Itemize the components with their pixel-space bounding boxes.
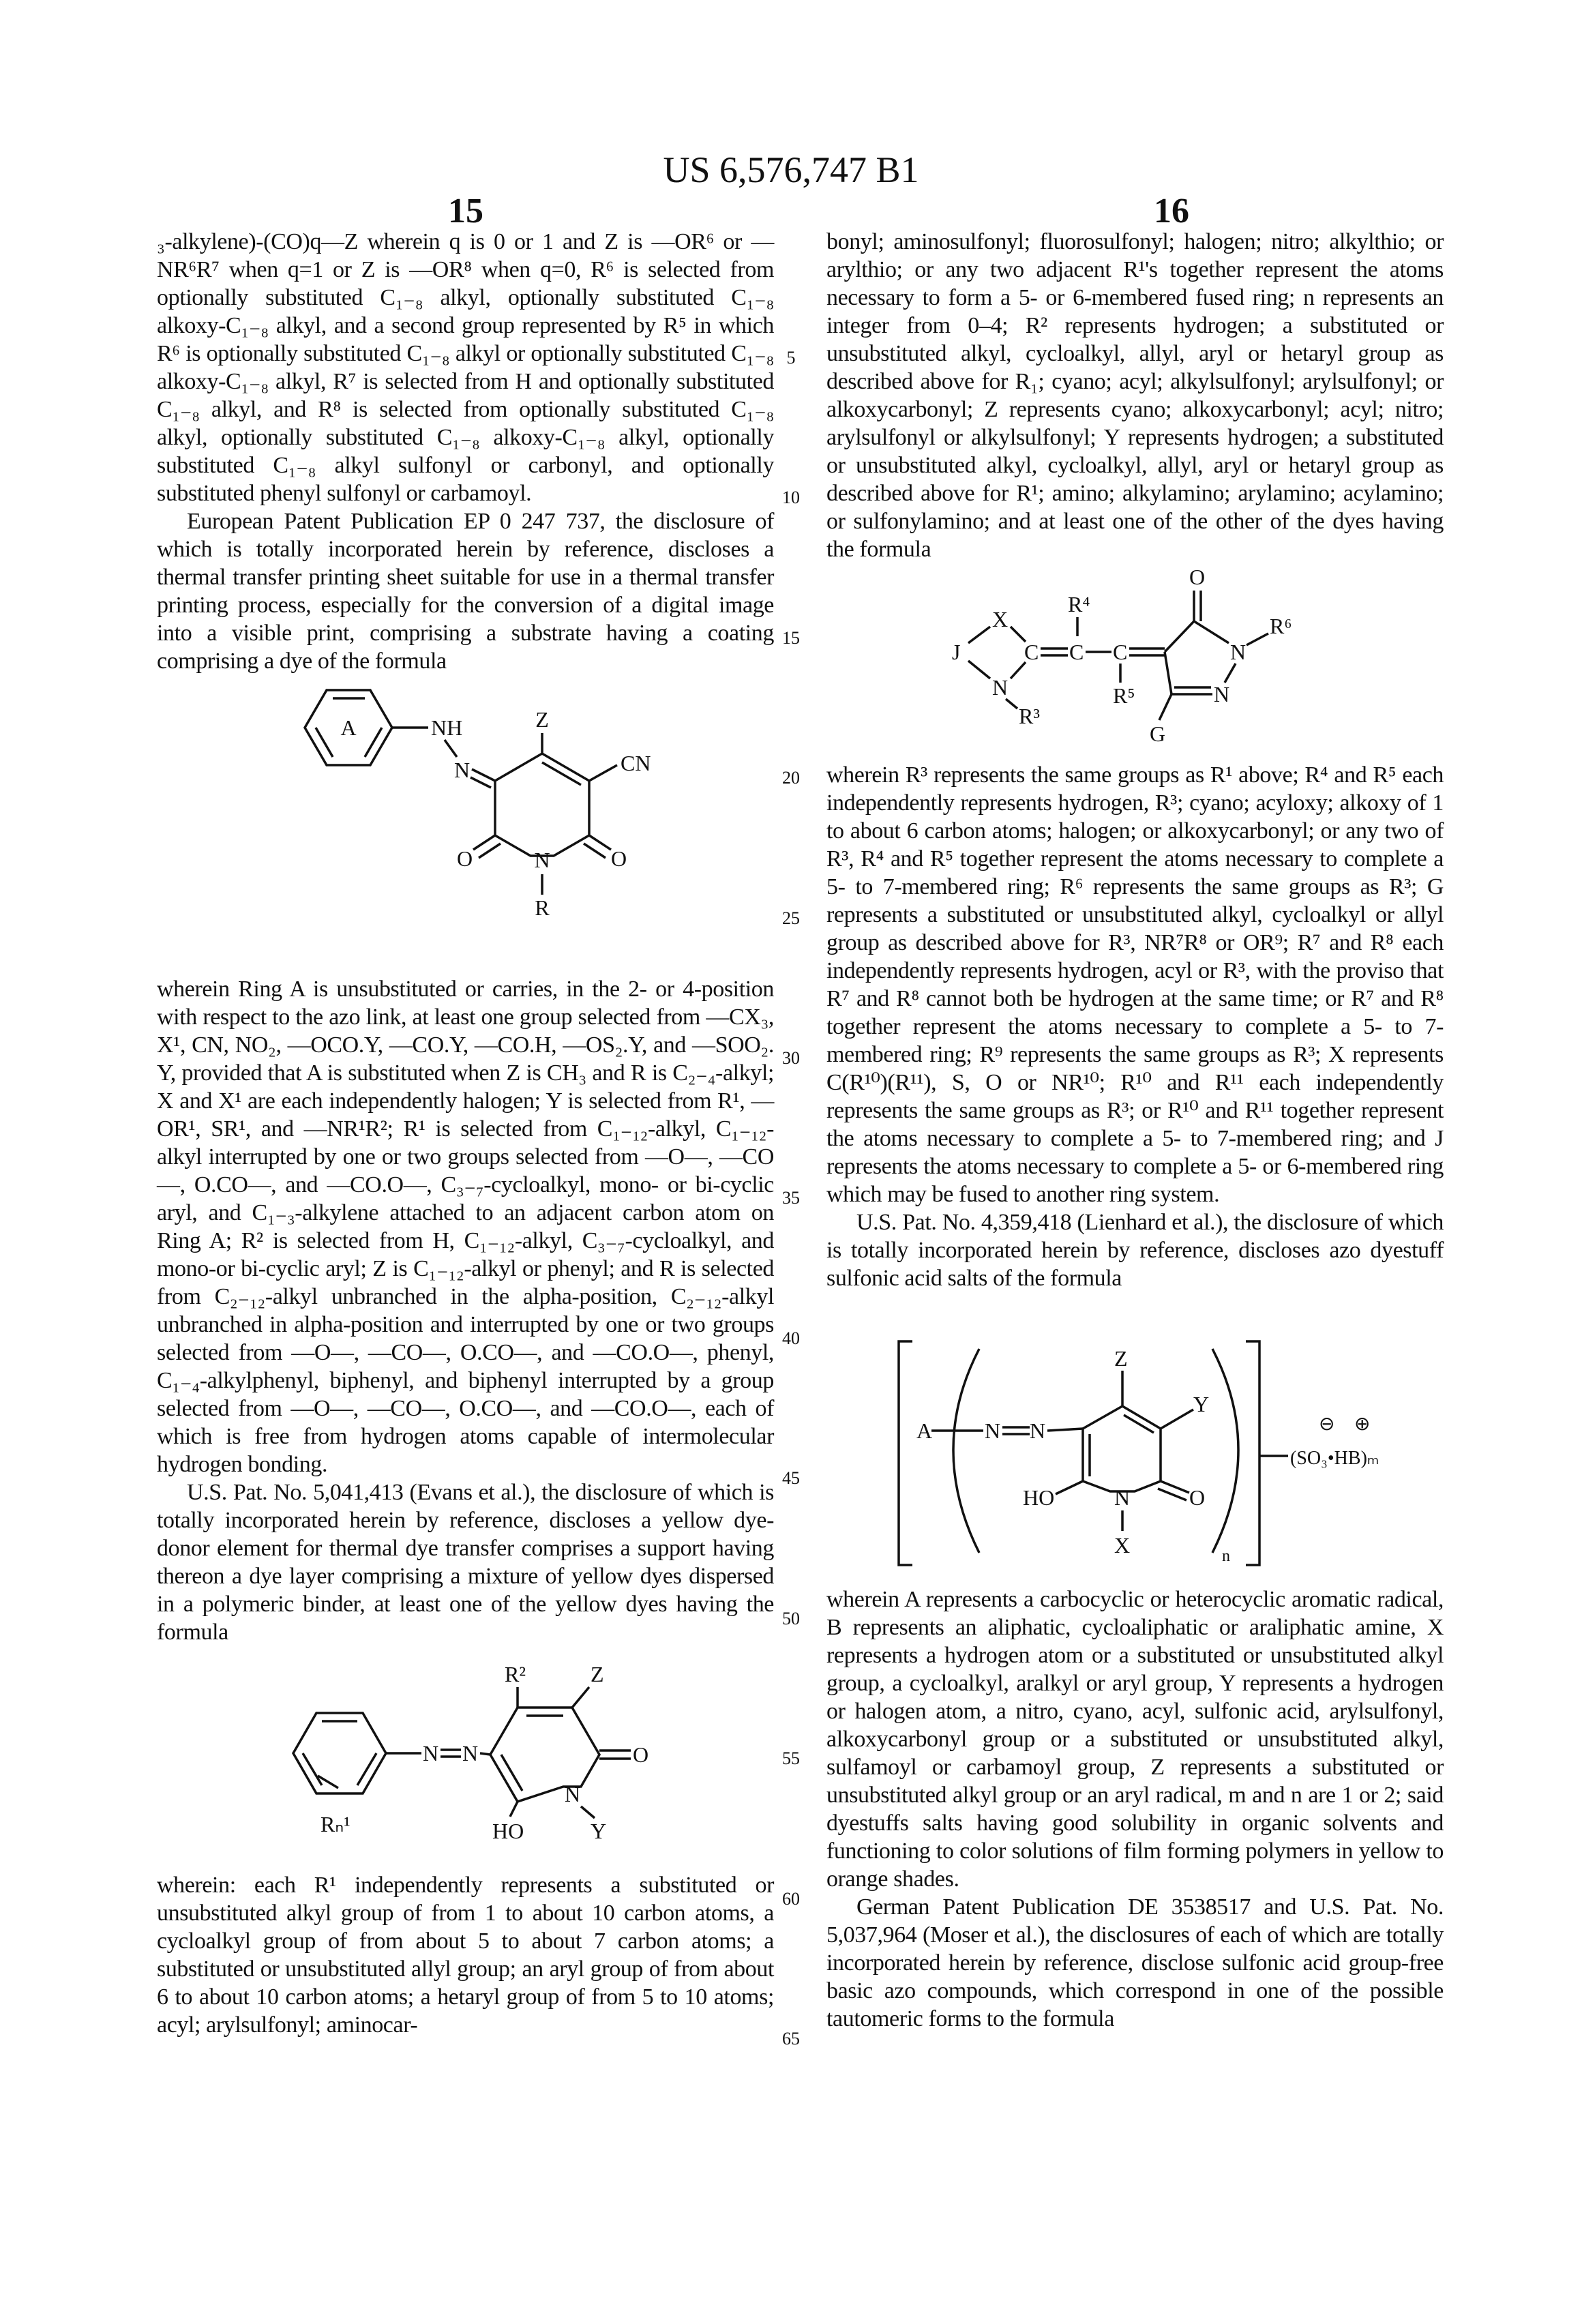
oxygen-right-label: O: [611, 846, 627, 871]
azo-n2-label: N: [462, 1741, 478, 1766]
r4-label: R⁴: [1068, 592, 1090, 616]
j-label: J: [952, 640, 960, 664]
y-label: Y: [591, 1819, 606, 1843]
z-label: Z: [535, 707, 549, 732]
page-number-left: 15: [398, 191, 534, 231]
right-column: [826, 228, 1444, 2033]
line-number: 65: [777, 2029, 805, 2049]
r2-label: R²: [505, 1662, 526, 1686]
r6-label: R⁶: [1270, 614, 1292, 638]
oxygen-left-label: O: [457, 846, 473, 871]
z-label: Z: [591, 1662, 604, 1686]
g-label: G: [1150, 721, 1165, 746]
nh-label: NH: [431, 715, 462, 740]
line-number: 10: [777, 488, 805, 508]
pyrazolone-n1-label: N: [1230, 640, 1246, 664]
z-label: Z: [1114, 1346, 1128, 1371]
oxygen-label: O: [1189, 565, 1205, 589]
azo-n-label: N: [454, 758, 470, 782]
azo-n1-label: N: [423, 1741, 438, 1766]
line-number: 5: [777, 348, 805, 368]
azo-n1-label: N: [985, 1418, 1000, 1443]
rn1-label: Rₙ¹: [320, 1812, 350, 1836]
patent-number-header: US 6,576,747 B1: [0, 149, 1582, 191]
left-paragraph-ring-a: wherein Ring A is unsubstituted or carries, in the 2- or 4-position with respect to the azo link, at least one group selected from —CX₃, X¹, CN, NO₂, —OCO.Y, —CO.Y, —CO.H, —OS₂.Y, and —SOO₂. Y, provided that A is substituted when Z is CH₃ and R is C₂₋₄-alkyl; X and X¹ are each independently halogen; Y is selected from R¹, —OR¹, SR¹, and —NR¹R²; R¹ is selected from C₁₋₁₂-alkyl, C₁₋₁₂-alkyl interrupted by one or two groups selected from —O—, —CO—, O.CO—, and —CO.O—, C₃₋₇-cycloalkyl, mono- or bi-cyclic aryl, and C₁₋₃-alkylene attached to an adjacent carbon atom on Ring A; R² is selected from H, C₁₋₁₂-alkyl, C₃₋₇-cycloalkyl, and mono-or bi-cyclic aryl; Z is C₁₋₁₂-alkyl or phenyl; and R is selected from C₂₋₁₂-alkyl unbranched in the alpha-position, C₂₋₁₂-alkyl unbranched in alpha-position and interrupted by one or two groups selected from —O—, —CO—, O.CO—, and —CO.O—, phenyl, C₁₋₄-alkylphenyl, biphenyl, and biphenyl interrupted by a group selected from —O—, —CO—, O.CO—, and —CO.O—, each of which is free from hydrogen atoms capable of intermolecular hydrogen bonding.: [157, 975, 774, 1478]
structure-merocyanine-dye: [826, 563, 1444, 761]
line-number: 15: [777, 628, 805, 649]
right-paragraph-de-3538517: German Patent Publication DE 3538517 and U.S. Pat. No. 5,037,964 (Moser et al.), the disclosures of each of which are totally incorporated herein by reference, disclose sulfonic acid group-free basic azo compounds, which correspond in one of the possible tautomeric forms to the formula: [826, 1893, 1444, 2033]
cn-label: CN: [621, 751, 651, 775]
line-number: 35: [777, 1188, 805, 1208]
structure-ep-dye: [157, 675, 774, 975]
oxygen-label: O: [1189, 1485, 1205, 1510]
r-label: R: [535, 895, 550, 920]
a-label: A: [916, 1418, 932, 1443]
y-label: Y: [1193, 1392, 1209, 1416]
line-number: 45: [777, 1468, 805, 1489]
right-paragraph-us-4359418: U.S. Pat. No. 4,359,418 (Lienhard et al.), the disclosure of which is totally incorporated herein by reference, discloses azo dyestuff sulfonic acid salts of the formula: [826, 1208, 1444, 1292]
ho-label: HO: [492, 1819, 524, 1843]
x-label: X: [992, 607, 1008, 631]
left-column: [157, 228, 774, 2039]
carbon-1-label: C: [1024, 640, 1039, 664]
left-paragraph-1: ₃-alkylene)-(CO)q—Z wherein q is 0 or 1 and Z is —OR⁶ or —NR⁶R⁷ when q=1 or Z is —OR⁸ when q=0, R⁶ is selected from optionally substituted C₁₋₈ alkyl, optionally substituted C₁₋₈ alkoxy-C₁₋₈ alkyl, and a second group represented by R⁵ in which R⁶ is optionally substituted C₁₋₈ alkyl or optionally substituted C₁₋₈ alkoxy-C₁₋₈ alkyl, R⁷ is selected from H and optionally substituted C₁₋₈ alkyl, and R⁸ is selected from optionally substituted C₁₋₈ alkyl, optionally substituted C₁₋₈ alkoxy-C₁₋₈ alkyl, optionally substituted C₁₋₈ alkyl sulfonyl or carbonyl, and optionally substituted phenyl sulfonyl or carbamoyl.: [157, 228, 774, 507]
structure-lienhard-azo-salt: [826, 1292, 1444, 1585]
ring-nitrogen-label: N: [1114, 1485, 1130, 1510]
nitrogen-label: N: [992, 675, 1008, 700]
structure-evans-yellow-dye: [157, 1646, 774, 1871]
left-paragraph-ep-0247737: European Patent Publication EP 0 247 737, the disclosure of which is totally incorporated herein by reference, discloses a thermal transfer printing sheet suitable for use in a thermal transfer printing process, especially for the conversion of a digital image into a visible print, comprising a substrate having a coating comprising a dye of the formula: [157, 507, 774, 675]
minus-charge-icon: ⊖: [1319, 1414, 1334, 1435]
plus-charge-icon: ⊕: [1354, 1414, 1370, 1435]
right-paragraph-a-definition: wherein A represents a carbocyclic or heterocyclic aromatic radical, B represents an aliphatic, cycloaliphatic or araliphatic amine, X represents a hydrogen atom or a substituted or unsubstituted alkyl group, a cycloalkyl, aralkyl or aryl group, Y represents a hydrogen or halogen atom, a nitro, cyano, acyl, sulfonic acid, arylsulfonyl, alkoxycarbonyl group or a substituted or unsubstituted alkyl, sulfamoyl or carbamoyl group, Z represents a substituted or unsubstituted alkyl group or an aryl radical, m and n are 1 or 2; said dyestuffs salts having good solubility in organic solvents and functioning to color solutions of film forming polymers in yellow to orange shades.: [826, 1585, 1444, 1893]
n-subscript-label: n: [1222, 1547, 1230, 1565]
left-paragraph-us-5041413: U.S. Pat. No. 5,041,413 (Evans et al.), the disclosure of which is totally incorporated herein by reference, discloses a yellow dye-donor element for thermal dye transfer comprises a support having thereon a dye layer comprising a mixture of yellow dyes dispersed in a polymeric binder, at least one of the yellow dyes having the formula: [157, 1478, 774, 1646]
page-number-right: 16: [1103, 191, 1240, 231]
line-number: 50: [777, 1609, 805, 1629]
salt-label: (SO₃•HB)ₘ: [1290, 1448, 1379, 1469]
ho-label: HO: [1023, 1485, 1054, 1510]
carbon-2-label: C: [1069, 640, 1084, 664]
line-number: 60: [777, 1889, 805, 1909]
r5-label: R⁵: [1113, 683, 1135, 708]
x-label: X: [1114, 1533, 1130, 1558]
line-number: 25: [777, 908, 805, 929]
right-paragraph-r3-definition: wherein R³ represents the same groups as R¹ above; R⁴ and R⁵ each independently represents hydrogen, R³; cyano; acyloxy; alkoxy of 1 to about 6 carbon atoms; halogen; or alkoxycarbonyl; or any two of R³, R⁴ and R⁵ together represent the atoms necessary to complete a 5- to 7-membered ring; R⁶ represents the same groups as R³; G represents a substituted or unsubstituted alkyl, cycloalkyl or allyl group as described above for R³, NR⁷R⁸ or OR⁹; R⁷ and R⁸ each independently represents hydrogen, acyl or R³, with the proviso that R⁷ and R⁸ cannot both be hydrogen at the same time; or R⁷ and R⁸ together represent the atoms necessary to complete a 5- to 7-membered ring; R⁹ represents the same groups as R³; X represents C(R¹⁰)(R¹¹), S, O or NR¹⁰; R¹⁰ and R¹¹ each independently represents the same groups as R³; or R¹⁰ and R¹¹ together represent the atoms necessary to complete a 5- to 7-membered ring; and J represents the atoms necessary to complete a 5- or 6-membered ring which may be fused to another ring system.: [826, 761, 1444, 1208]
oxygen-label: O: [633, 1742, 648, 1767]
line-number: 30: [777, 1048, 805, 1069]
line-number: 55: [777, 1748, 805, 1769]
carbon-3-label: C: [1113, 640, 1127, 664]
line-number: 40: [777, 1328, 805, 1349]
ring-a-label: A: [340, 715, 356, 740]
left-paragraph-r1-definition: wherein: each R¹ independently represents a substituted or unsubstituted alkyl group of from 1 to about 10 carbon atoms, a cycloalkyl group of from about 5 to about 7 carbon atoms; a substituted or unsubstituted allyl group; an aryl group of from about 6 to about 10 carbon atoms; a hetaryl group of from 5 to 10 atoms; acyl; arylsulfonyl; aminocar-: [157, 1871, 774, 2039]
right-paragraph-1: bonyl; aminosulfonyl; fluorosulfonyl; halogen; nitro; alkylthio; or arylthio; or any two adjacent R¹'s together represent the atoms necessary to form a 5- or 6-membered fused ring; n represents an integer from 0–4; R² represents hydrogen; a substituted or unsubstituted alkyl, cycloalkyl, allyl, aryl or hetaryl group as described above for R₁; cyano; acyl; alkylsulfonyl; arylsulfonyl; or alkoxycarbonyl; Z represents cyano; alkoxycarbonyl; acyl; nitro; arylsulfonyl or alkylsulfonyl; Y represents hydrogen; a substituted or unsubstituted alkyl, cycloalkyl, allyl, aryl or hetaryl group as described above for R¹; amino; alkylamino; arylamino; acylamino; or sulfonylamino; and at least one of the other of the dyes having the formula: [826, 228, 1444, 563]
azo-n2-label: N: [1030, 1418, 1045, 1443]
ring-nitrogen-label: N: [565, 1782, 580, 1806]
pyrazolone-n2-label: N: [1214, 682, 1229, 706]
line-number: 20: [777, 768, 805, 788]
r3-label: R³: [1019, 704, 1040, 728]
ring-nitrogen-label: N: [534, 848, 550, 872]
